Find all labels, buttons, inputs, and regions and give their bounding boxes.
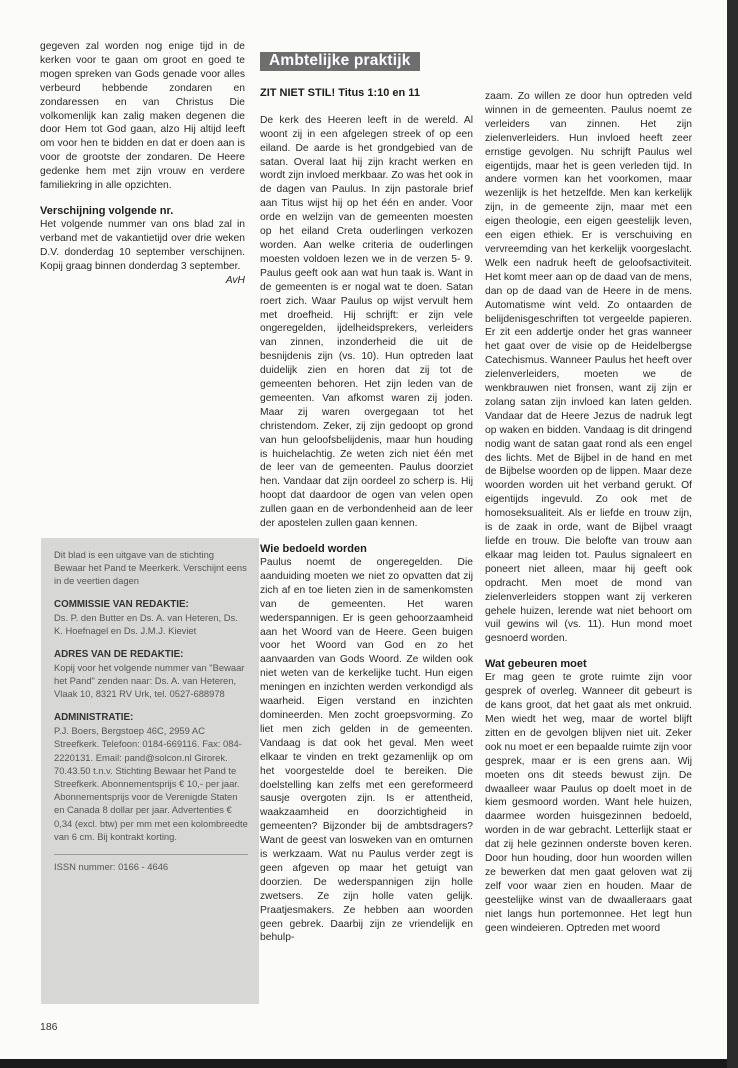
column-left (40, 40, 245, 288)
column-right (485, 90, 692, 935)
colofon-section-administratie (54, 711, 248, 843)
article-paragraph: De kerk des Heeren leeft in de wereld. Al woont zij in een afgelegen streek of op een eiland. De aarde is het grondgebied van de satan. Overal laat hij zijn kracht werken en wordt zijn invloed merkbaar. Zo was het ook in de dagen van Paulus. In zijn pastorale brief aan Titus wijst hij op het één en ander. Voor orde en welzijn van de gemeenten moesten op het eiland Creta ouderlingen verkozen worden. Aan welke criteria de ouderlingen moesten voldoen lezen we in de verzen 5- 9. Paulus geeft ook aan wat hun taak is. Want in de gemeenten is er nogal wat te doen. Satan roert zich. Waar Paulus op wijst vervult hem met droefheid. Hij schrijft: er zijn vele ongeregelden, ijdelheidsprekers, verleiders van zinnen, inzonderheid die uit de besnijdenis zijn (vs. 10). Hun optreden laat duidelijk zien en horen dat zij tot de gemeenten behoren. Het zijn leden van de gemeenten. Van afkomst waren zij joden. Maar zij waren overgegaan tot het christendom. Zeker, zij zijn gedoopt op grond van hun geloofsbelijdenis, maar hun houding is huichelachtig. Ze weten zich niet één met de leer van de gemeenten. Paulus doorziet hen. Vandaar dat zijn oordeel zo scherp is. Hij hoopt dat daardoor de ogen van velen open zullen gaan en de verbondenheid aan de leer der apostelen zullen gaan kennen. (260, 114, 473, 530)
colofon-section-adres (54, 648, 248, 701)
article-paragraph: zaam. Zo willen ze door hun optreden veld winnen in de gemeenten. Paulus noemt ze verleiders van zinnen. Het zijn zielenverleiders. Hun invloed heeft zeer ernstige gevolgen. Nu schrijft Paulus wel eigentijds, maar het is geen verleden tijd. In andere vormen kan het voorkomen, maar wezenlijk is het hetzelfde. Men kan kerkelijk zijn, in de gemeente zijn, maar met een eigen theologie, een eigen geestelijk leven, een eigen ethiek. Er is verschuiving en vervreemding van het kerkelijk voorgeslacht. Welk een nadruk heeft de geloofsactiviteit. Het komt meer aan op de daad van de mens, dan op de daad van de Heere in de mens. Automatisme wint veld. Zo ontaarden de belijdenisgeschriften tot vergeelde papieren. Er zit een addertje onder het gras wanneer het gaat over de visie op de Heidelbergse Catechismus. Wanneer Paulus het heeft over zielenverleiders, moeten we de wenkbrauwen niet fronsen, want zij zijn er zolang satan zijn invloed kan laten gelden. Vandaar dat de Heere Jezus de nadruk legt op waken en bidden. Vandaag is dit dringend nodig want de satan gaat rond als een engel des lichts. Met de Bijbel in de hand en met de Bijbelse woorden op de lippen. Maar deze woorden worden uit het verband gerukt. Of eigentijds ingevuld. Zo ook met de homoseksualiteit. Als er liefde en trouw zijn, is de zaak in orde, want de Bijbel vraagt liefde en trouw. Die belofte van trouw aan elkaar mag leiden tot. Paulus signaleert en poneert niet alleen, maar hij geeft ook opdracht. Men moet de mond van zielenverleiders stoppen want zij verkeren gehele huizen, lerende wat niet behoort om vuil gewins wil (vs. 11). Hun mond moet gesnoerd worden. (485, 91, 692, 645)
issn-number: ISSN nummer: 0166 - 4646 (54, 860, 169, 872)
article-title: ZIT NIET STIL! Titus 1:10 en 11 (260, 86, 420, 99)
column-middle (260, 52, 473, 945)
colofon-section-redactie (54, 598, 248, 638)
colofon-text: Ds. P. den Butter en Ds. A. van Heteren, Ds. K. Hoefnagel en Ds. J.M.J. Kieviet (54, 612, 238, 637)
next-issue-text: Het volgende nummer van ons blad zal in verband met de vakantietijd over drie weken D.V. donderdag 10 september verschijnen. Kopij graag binnen donderdag 3 september. (40, 218, 245, 272)
page-edge (727, 0, 738, 1068)
colofon-divider (54, 854, 248, 855)
article-paragraph: Paulus noemt de ongeregelden. Die aanduiding moeten we niet zo opvatten dat zij zich af en toe lieten zien in de samenkomsten van de gemeenten. Het waren wederspannigen. Er is geen gehoorzaamheid aan het Woord van de Heere. Geen buigen voor het Woord van God en zo het aanvaarden van Gods Woord. Ze wilden ook niet weten van de kerkelijke tucht. Hun eigen meningen en inzichten werden verkondigd als waarheid. Eigen verstand en inzichten domineerden. Men zocht groepsvorming. Zo liet men zich gelden in de gemeenten. Vandaag is dat ook het geval. Men weet elkaar te vinden en trekt gezamenlijk op om het voorgestelde doel te bereiken. Die doelstelling kan zelfs met een gereformeerd sausje overgoten zijn. Is er attentheid, waakzaamheid en doorzichtigheid in gemeenten? Bijzonder bij de ambtsdragers? Want de geest van losweken van en omturnen is werkzaam. Wat nu Paulus verder zegt is geen afgeven op maar het getuigt van doorzien. De wederspannigen zijn holle zwetsers. Ze zijn holle vaten gelijk. Praatjesmakers. Ze hebben aan woorden geen gebrek. Daarbij zijn ze vriendelijk en behulp- (260, 557, 473, 944)
subheading-wat: Wat gebeuren moet (485, 658, 587, 671)
subheading-wie: Wie bedoeld worden (260, 543, 367, 555)
colofon-intro: Dit blad is een uitgave van de stichting Bewaar het Pand te Meerkerk. Verschijnt eens in de veertien dagen (54, 549, 247, 587)
section-label: Ambtelijke praktijk (260, 52, 420, 71)
colofon-heading: COMMISSIE VAN REDAKTIE: (54, 598, 189, 610)
colofon-box (41, 538, 259, 1004)
author-signature: AvH (225, 274, 245, 286)
page-number: 186 (40, 1021, 58, 1033)
closing-paragraph: gegeven zal worden nog enige tijd in de kerken voor te gaan om groot en goed te mogen spreken van Gods genade voor alles verbeurd hebbende zondaren en zondaressen en van Christus Die volkomenlijk kan zalig maken degenen die door Hem tot God gaan, alzo Hij altijd leeft om voor hen te bidden en dat er doen aan is voor de grootste der zondaren. De Heere gedenke hem met zijn vrouw en verdere familiekring in alle opzichten. (40, 41, 245, 192)
next-issue-heading: Verschijning volgende nr. (40, 204, 174, 217)
colofon-heading: ADRES VAN DE REDAKTIE: (54, 648, 184, 660)
colofon-text: Kopij voor het volgende nummer van "Bewaar het Pand" zenden naar: Ds. A. van Heteren, Vlaak 10, 8321 RV Urk, tel. 0527-688978 (54, 662, 245, 700)
colofon-text: P.J. Boers, Bergstoep 46C, 2959 AC Streefkerk. Telefoon: 0184-669116. Fax: 084-2220131. Email: pand@solcon.nl Girorek. 70.43.50 t.n.v. Stichting Bewaar het Pand te Streefkerk. Abonnementsprijs € 10,- per jaar. Abonnementsprijs voor de Verenigde Staten en Canada 8 dollar per jaar. Advertenties € 0,34 (excl. btw) per mm met een kolombreedte van 6 cm. Bij kontrakt korting. (54, 725, 248, 842)
article-paragraph: Er mag geen te grote ruimte zijn voor gesprek of overleg. Wanneer dit gebeurt is de kans groot, dat het gaat als met onkruid. Men wiedt het weg, maar de wortel blijft zitten en de gevolgen blijven niet uit. Zeker ook nu moet er een bepaalde ruimte zijn voor gesprek, maar er is een grens aan. Wij moeten ons dit steeds bewust zijn. De dwaalleer waar Paulus op doelt moet in de kiem gesmoord worden. Want hele huizen, daarmee worden huisgezinnen bedoeld, worden in de war gebracht. Letterlijk staat er dat zij hele gezinnen onderste boven keren. Door hun houding, door hun woorden willen ze bewerken dat men gaat geloven wat zij zelf voor waar zien en houden. Maar de geestelijke winst van de dwaalleraars gaat niet langs hun portemonnee. Het legt hun geen windeieren. Optreden met woord (485, 672, 692, 934)
colofon-heading: ADMINISTRATIE: (54, 711, 134, 723)
